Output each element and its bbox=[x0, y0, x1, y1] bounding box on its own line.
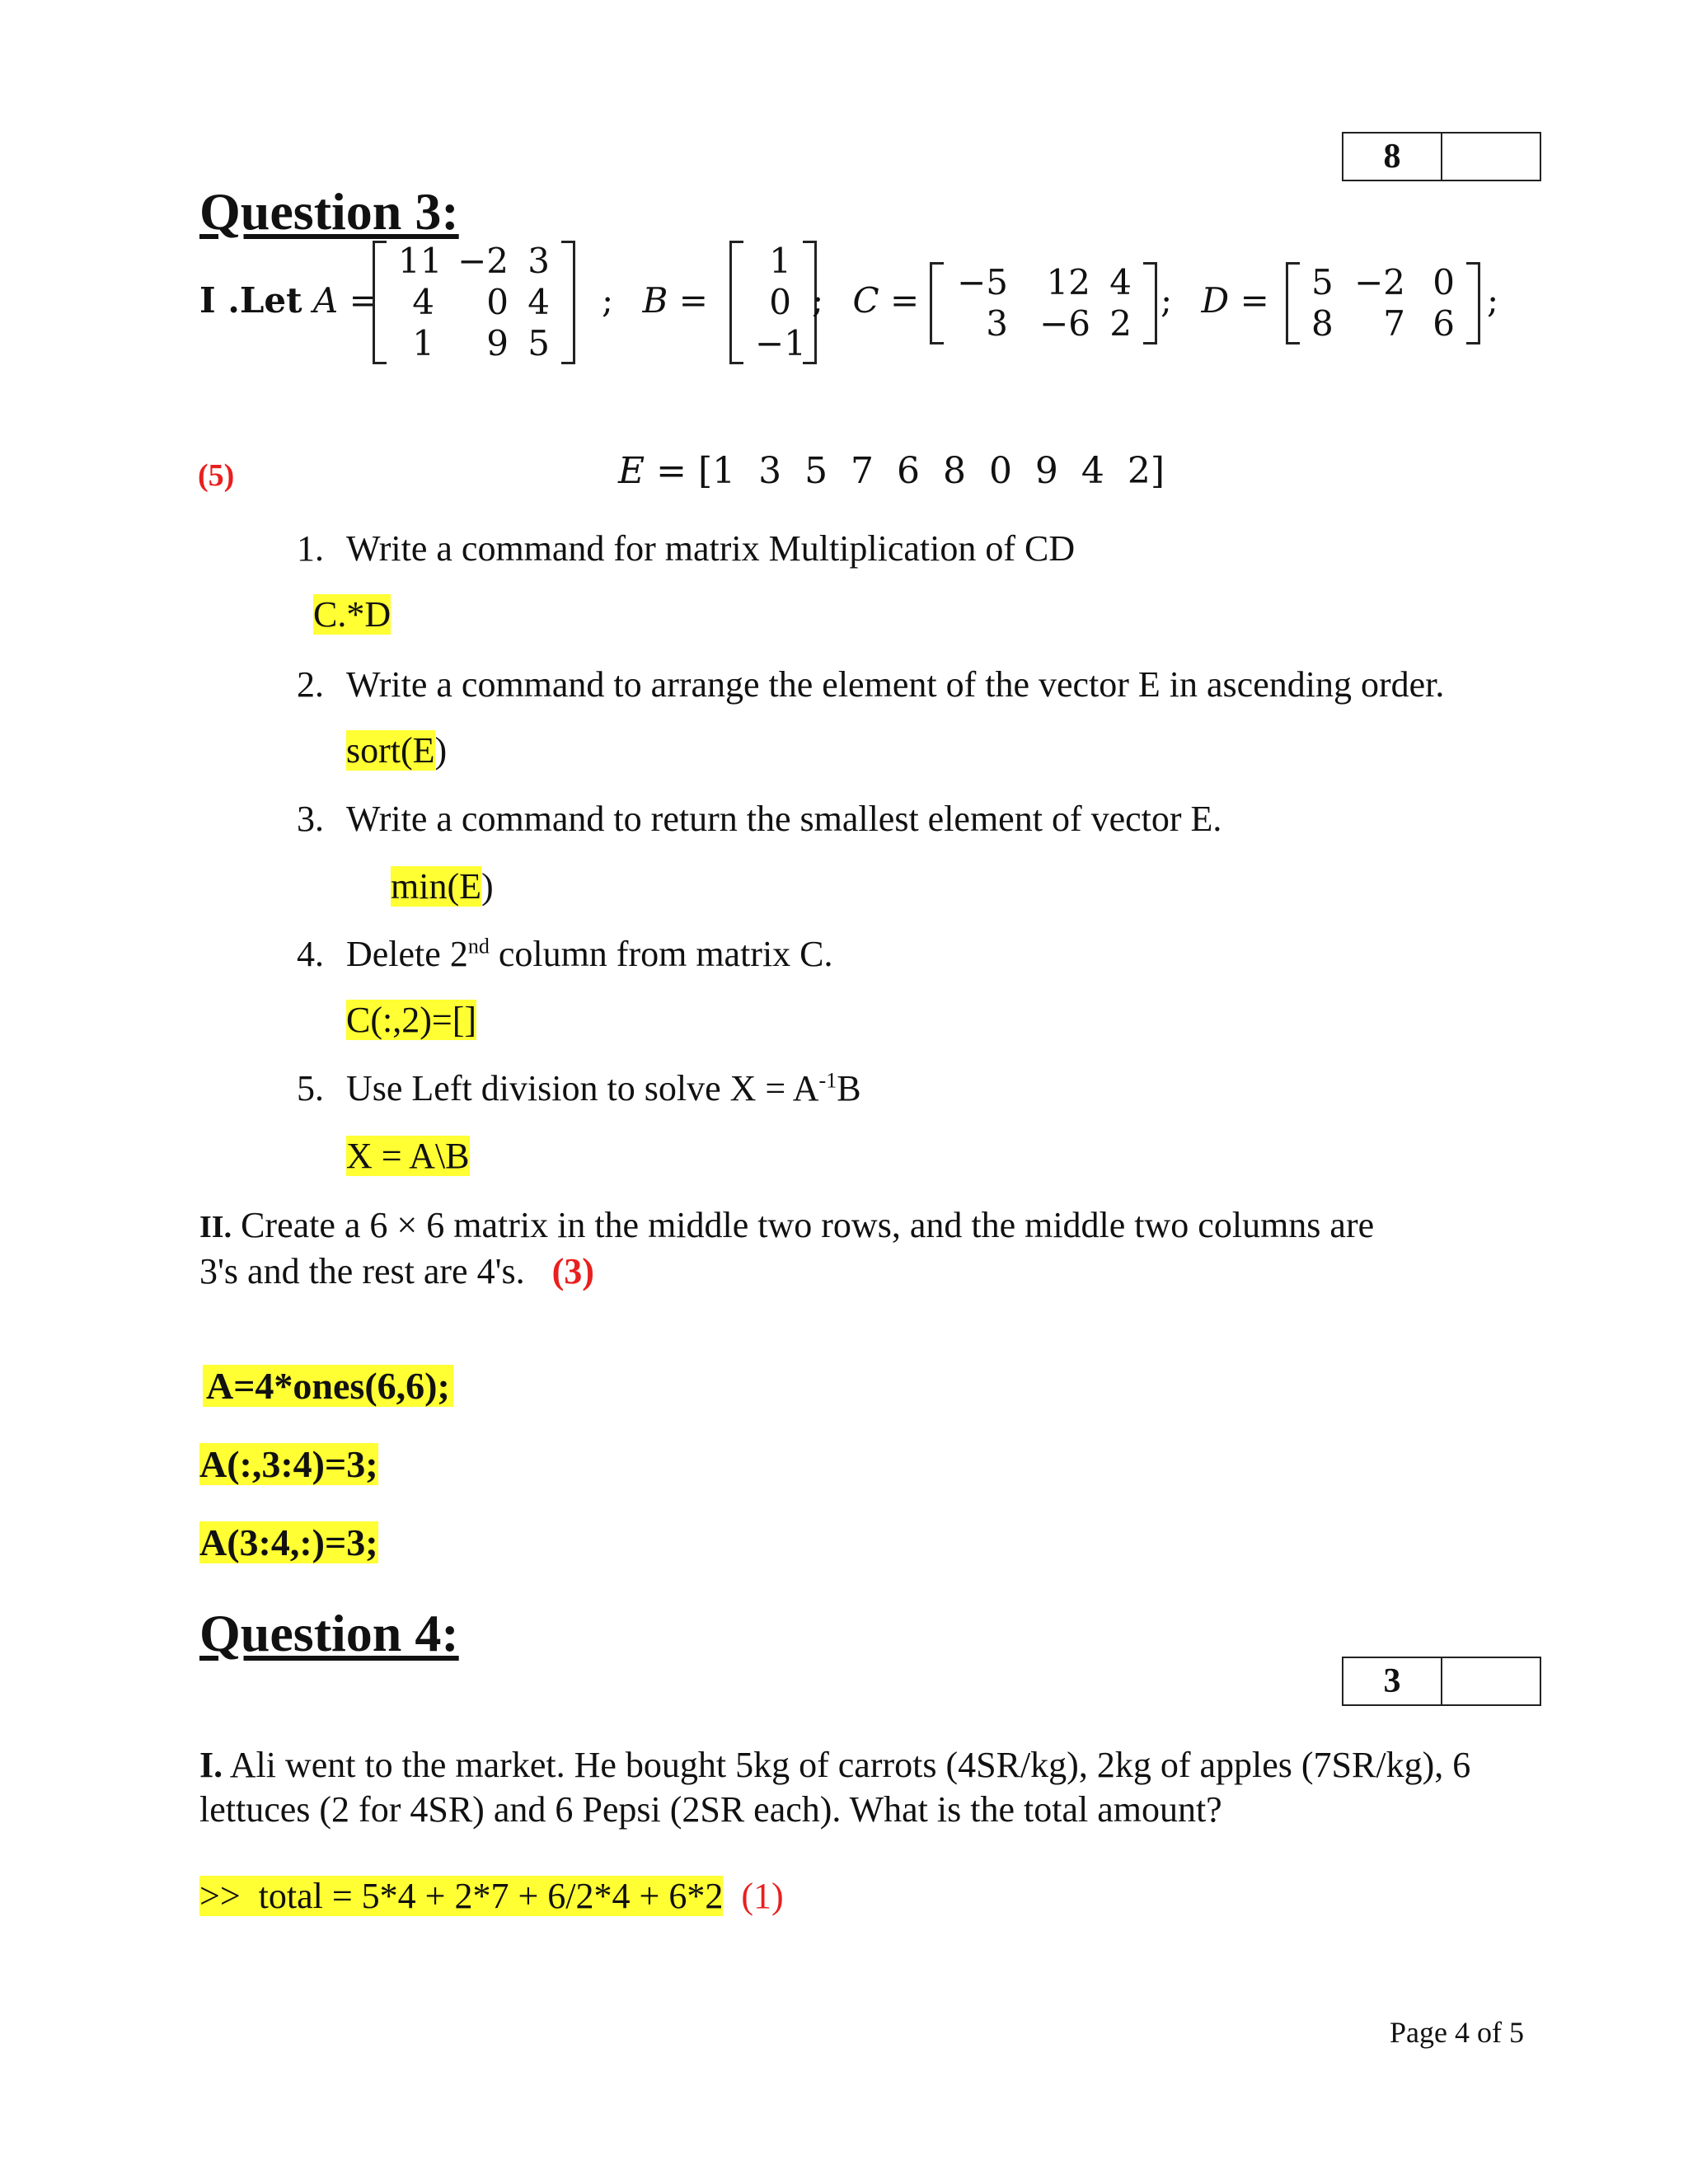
matrix-b-cell: 1 bbox=[769, 241, 791, 281]
part2-line2: 3's and the rest are 4's. bbox=[199, 1251, 525, 1291]
q4-answer bbox=[199, 1875, 784, 1917]
matrix-d-cell: 5 bbox=[1311, 262, 1334, 302]
matrix-a-cell: 0 bbox=[486, 282, 509, 322]
matrix-a-cell: 1 bbox=[412, 323, 434, 363]
item-1 bbox=[297, 527, 1075, 569]
score-points: 8 bbox=[1383, 138, 1401, 176]
item-text: Write a command for matrix Multiplication of CD bbox=[346, 528, 1076, 569]
answer-text: sort(E bbox=[346, 730, 435, 771]
score-box-q3 bbox=[1342, 132, 1541, 181]
matrix-b-name: B bbox=[642, 280, 668, 321]
matrix-a-cell: 5 bbox=[528, 323, 550, 363]
matrix-a-cell: 11 bbox=[398, 241, 443, 281]
item-3 bbox=[297, 798, 1221, 840]
matrix-d-cell: 6 bbox=[1432, 303, 1455, 344]
score-points: 3 bbox=[1383, 1662, 1401, 1700]
item-4 bbox=[297, 933, 833, 975]
matrix-a bbox=[373, 241, 575, 364]
item-text-post: column from matrix C. bbox=[489, 934, 833, 974]
score-box-q4 bbox=[1342, 1657, 1541, 1706]
item-text: Write a command to return the smallest element of vector E. bbox=[346, 799, 1222, 839]
matrix-b-cell: 0 bbox=[769, 282, 791, 322]
sep: ; bbox=[602, 280, 614, 321]
page-number: Page 4 of 5 bbox=[1390, 2016, 1524, 2049]
after-a bbox=[602, 280, 708, 321]
answer-text: min(E bbox=[391, 866, 481, 907]
sep: ; bbox=[812, 280, 824, 321]
matrix-a-cell: 4 bbox=[412, 282, 434, 322]
part2-marks: (3) bbox=[551, 1251, 594, 1291]
matrix-d-cell: 0 bbox=[1432, 262, 1455, 302]
matrix-d-name: D bbox=[1201, 280, 1230, 321]
sep: ; bbox=[1160, 280, 1173, 321]
matrix-c bbox=[930, 262, 1157, 344]
item-text: Write a command to arrange the element of the vector E in ascending order. bbox=[346, 664, 1445, 705]
answer-4 bbox=[346, 999, 476, 1041]
answer-5 bbox=[346, 1135, 470, 1177]
question-4-title: Question 4: bbox=[199, 1604, 459, 1662]
q4-marks: (1) bbox=[741, 1876, 784, 1916]
item-number: 5. bbox=[297, 1068, 324, 1108]
equals-sign: = bbox=[1240, 280, 1269, 321]
answer-1 bbox=[313, 593, 391, 635]
matrix-a-cell: −2 bbox=[457, 241, 509, 281]
matrix-c-cell: 3 bbox=[986, 303, 1008, 344]
item-number: 2. bbox=[297, 664, 324, 705]
item-5 bbox=[297, 1067, 861, 1109]
answer-2 bbox=[346, 729, 447, 771]
q4-text bbox=[199, 1743, 1470, 1832]
answer-text: X = A\B bbox=[346, 1136, 470, 1176]
answer-tail: ) bbox=[434, 730, 448, 771]
part2-text bbox=[199, 1203, 1374, 1294]
code-line-2 bbox=[199, 1442, 378, 1486]
code-text: A=4*ones(6,6); bbox=[203, 1365, 453, 1407]
part1-marks: (5) bbox=[198, 458, 235, 493]
q4-line1: Ali went to the market. He bought 5kg of carrots (4SR/kg), 2kg of apples (7SR/kg), 6 bbox=[223, 1745, 1471, 1785]
matrix-c-cell: 12 bbox=[1046, 262, 1090, 302]
answer-text: C.*D bbox=[313, 594, 392, 635]
matrix-c-cell: 2 bbox=[1109, 303, 1132, 344]
part2-line1: Create a 6 × 6 matrix in the middle two rows, and the middle two columns are bbox=[232, 1205, 1375, 1245]
item-text: Delete 2 bbox=[346, 934, 468, 974]
score-blank bbox=[1441, 1658, 1540, 1704]
sep: ; bbox=[1487, 280, 1499, 321]
part1-label-text: I .Let bbox=[199, 280, 302, 321]
q4-answer-text: >> total = 5*4 + 2*7 + 6/2*4 + 6*2 bbox=[199, 1876, 724, 1916]
equals-sign: = bbox=[678, 280, 708, 321]
equals-sign: = bbox=[349, 280, 378, 321]
matrix-b-cell: −1 bbox=[755, 323, 806, 363]
matrix-a-cell: 9 bbox=[486, 323, 509, 363]
part2-label: II. bbox=[199, 1210, 232, 1244]
q4-line2: lettuces (2 for 4SR) and 6 Pepsi (2SR each). What is the total amount? bbox=[199, 1789, 1222, 1830]
code-text: A(:,3:4)=3; bbox=[199, 1443, 378, 1485]
matrix-c-cell: 4 bbox=[1109, 262, 1132, 302]
item-2 bbox=[297, 663, 1444, 705]
answer-tail: ) bbox=[481, 866, 494, 907]
part1-label bbox=[199, 280, 378, 321]
code-line-1 bbox=[203, 1364, 453, 1408]
vector-e bbox=[595, 408, 1165, 492]
matrix-c-name: C bbox=[852, 280, 879, 321]
answer-3 bbox=[391, 865, 494, 907]
question-3-title: Question 3: bbox=[199, 182, 459, 241]
item-number: 4. bbox=[297, 934, 324, 974]
item-sup: -1 bbox=[818, 1068, 837, 1093]
after-b bbox=[812, 280, 919, 321]
score-blank bbox=[1441, 134, 1540, 180]
item-text-post: B bbox=[837, 1068, 861, 1108]
equals-sign: = bbox=[890, 280, 920, 321]
vector-e-values: [1 3 5 7 6 8 0 9 4 2] bbox=[697, 450, 1165, 492]
matrix-a-name: A bbox=[312, 280, 339, 321]
matrix-c-cell: −6 bbox=[1039, 303, 1090, 344]
answer-text: C(:,2)=[] bbox=[346, 1000, 476, 1040]
code-text: A(3:4,:)=3; bbox=[199, 1521, 378, 1563]
after-d bbox=[1487, 280, 1498, 321]
matrix-d-cell: 7 bbox=[1383, 303, 1405, 344]
vector-e-name: E bbox=[617, 450, 645, 492]
after-c bbox=[1160, 280, 1269, 321]
item-text: Use Left division to solve X = A bbox=[346, 1068, 819, 1108]
item-number: 1. bbox=[297, 528, 324, 569]
matrix-a-cell: 3 bbox=[528, 241, 550, 281]
matrix-b bbox=[729, 241, 817, 364]
equals-sign: = bbox=[656, 450, 687, 492]
matrix-d-cell: 8 bbox=[1311, 303, 1334, 344]
matrix-a-cell: 4 bbox=[528, 282, 550, 322]
q4-label: I. bbox=[199, 1745, 223, 1785]
item-sup: nd bbox=[467, 934, 490, 958]
code-line-3 bbox=[199, 1521, 378, 1564]
matrix-d-cell: −2 bbox=[1354, 262, 1405, 302]
item-number: 3. bbox=[297, 799, 324, 839]
matrix-d bbox=[1286, 262, 1480, 344]
matrix-c-cell: −5 bbox=[957, 262, 1008, 302]
